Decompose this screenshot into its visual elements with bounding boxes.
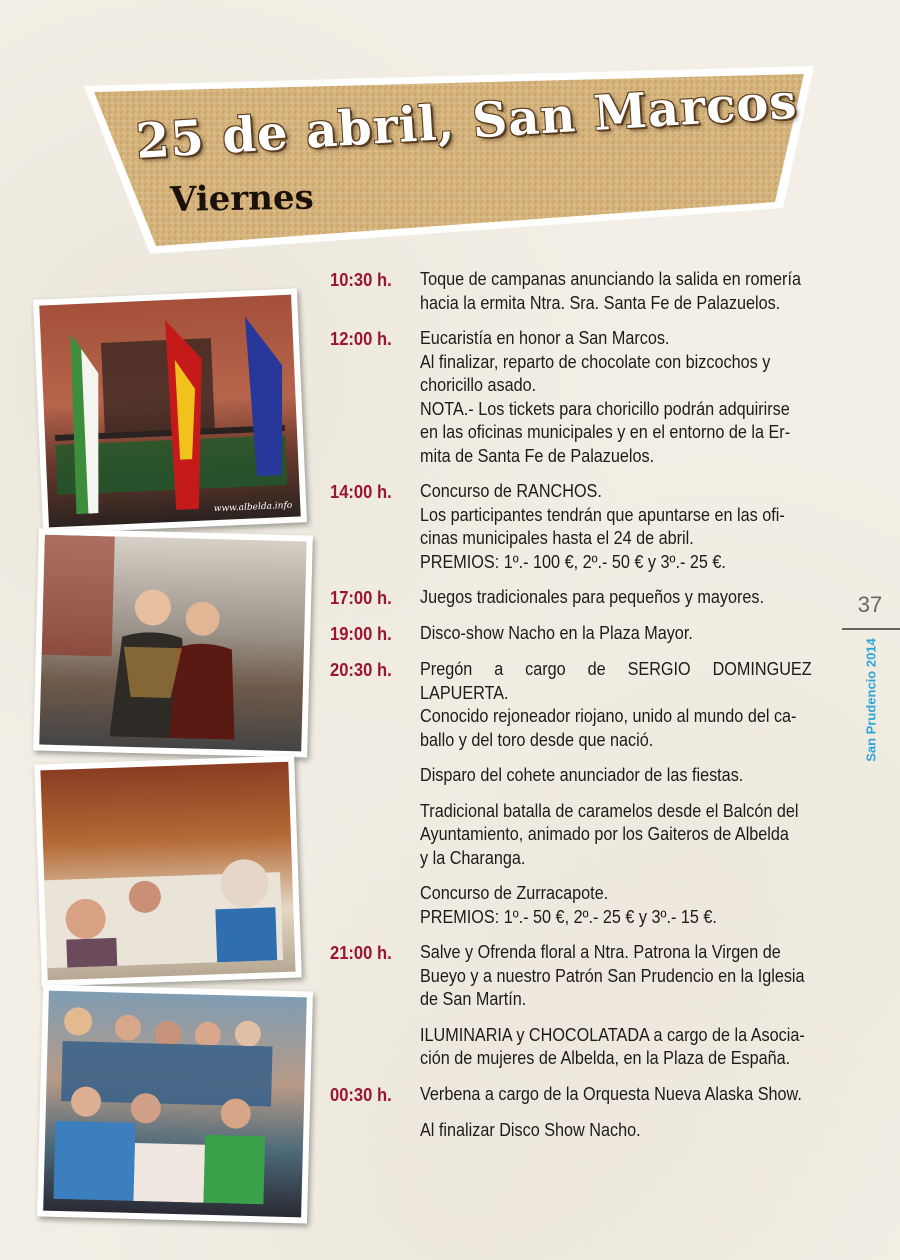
schedule-line: Juegos tradicionales para pequeños y mayores. [420,587,765,607]
schedule-entry [330,1083,812,1107]
schedule-description [420,480,812,574]
schedule-time: 00:30 h. [330,1084,392,1105]
schedule-entry [330,327,812,468]
schedule-line: Salve y Ofrenda floral a Ntra. Patrona la Virgen de [420,942,781,962]
schedule-time [330,764,413,788]
schedule-line: y la Charanga. [420,847,526,868]
page-number: 37 [857,592,883,617]
schedule-line: NOTA.- Los tickets para choricillo podrán adquirirse [420,398,790,419]
schedule-time [330,800,413,871]
publication-label: San Prudencio 2014 [863,638,879,762]
girls-illustration [40,535,295,741]
photo-girls-costume [33,528,313,757]
schedule-line: Concurso de Zurracapote. [420,883,609,903]
schedule-time: 19:00 h. [330,624,392,644]
photo-group [37,985,313,1224]
schedule-line: PREMIOS: 1º.- 100 €, 2º.- 50 € y 3º.- 25 €. [420,551,726,572]
schedule-line: Conocido rejoneador riojano, unido al mundo del ca- [420,706,797,726]
schedule-entry [330,800,812,871]
schedule-entry [330,764,812,788]
schedule-entry [330,658,812,752]
schedule-entry [330,480,812,574]
schedule-line: ILUMINARIA y CHOCOLATADA a cargo de la Asocia- [420,1024,805,1045]
schedule-entry [330,268,812,315]
photo-balcony [33,288,307,533]
schedule-entry [330,941,812,1012]
schedule-time: 21:00 h. [330,943,392,963]
schedule-description [420,586,812,610]
flags-illustration [39,295,288,515]
schedule-line: Bueyo y a nuestro Patrón San Prudencio en la Iglesia [420,965,805,986]
schedule-description [420,800,812,871]
schedule-line: ballo y del toro desde que nació. [420,729,654,750]
photo-dinner [34,756,302,987]
schedule-line: Disparo del cohete anunciador de las fiestas. [420,765,744,785]
schedule-time [330,1119,413,1143]
schedule-description [420,1083,812,1107]
schedule-description [420,1024,812,1071]
schedule-line: Eucaristía en honor a San Marcos. [420,328,670,348]
schedule-line: Al finalizar Disco Show Nacho. [420,1119,641,1140]
schedule-time: 14:00 h. [330,482,392,502]
schedule-entry [330,1119,812,1143]
schedule-line: Los participantes tendrán que apuntarse en las ofi- [420,504,785,525]
schedule-line: Toque de campanas anunciando la salida en romería [420,269,801,289]
schedule-entry [330,622,812,646]
schedule-time [330,882,413,929]
schedule-line: Verbena a cargo de la Orquesta Nueva Alaska Show. [420,1083,802,1104]
schedule-line: Pregón a cargo de SERGIO DOMINGUEZ LAPUERTA. [420,659,812,703]
schedule-description [420,941,812,1012]
schedule-line: choricillo asado. [420,375,537,395]
page-title: 25 de abril, San Marcos [134,73,799,170]
schedule-entry [330,586,812,610]
schedule-line: Ayuntamiento, animado por los Gaiteros de Albelda [420,824,789,844]
schedule-time: 12:00 h. [330,329,392,349]
schedule-entry [330,882,812,929]
schedule-line: Al finalizar, reparto de chocolate con bizcochos y [420,351,771,372]
schedule-description [420,882,812,929]
schedule-entry [330,1024,812,1071]
schedule-description [420,1119,812,1143]
schedule-line: de San Martín. [420,989,527,1009]
photo-watermark: www.albelda.info [213,500,293,515]
page-number-rule [842,628,900,630]
schedule-time: 17:00 h. [330,588,392,608]
schedule-description [420,327,812,468]
schedule-line: cinas municipales hasta el 24 de abril. [420,528,694,548]
dinner-image [40,762,295,981]
schedule-line: mita de Santa Fe de Palazuelos. [420,445,655,466]
schedule-line: hacia la ermita Ntra. Sra. Santa Fe de Palazuelos. [420,292,781,313]
header-banner [78,58,828,270]
schedule-time [330,1024,413,1071]
dinner-illustration [40,762,283,968]
girls-image [39,535,306,752]
page-subtitle: Viernes [169,177,315,220]
schedule-time: 20:30 h. [330,660,392,680]
schedule-line: en las oficinas municipales y en el entorno de la Er- [420,422,791,442]
schedule-line: Disco-show Nacho en la Plaza Mayor. [420,623,693,643]
schedule-description [420,268,812,315]
group-illustration [43,991,294,1205]
schedule-description [420,622,812,646]
balcony-image [39,295,300,528]
schedule [330,268,812,1154]
schedule-description [420,658,812,752]
schedule-line: Concurso de RANCHOS. [420,481,602,501]
schedule-time: 10:30 h. [330,270,392,290]
schedule-line: Tradicional batalla de caramelos desde el Balcón del [420,800,799,821]
schedule-line: ción de mujeres de Albelda, en la Plaza de España. [420,1048,791,1068]
schedule-line: PREMIOS: 1º.- 50 €, 2º.- 25 € y 3º.- 15 €. [420,906,717,927]
group-image [43,991,307,1218]
schedule-description [420,764,812,788]
